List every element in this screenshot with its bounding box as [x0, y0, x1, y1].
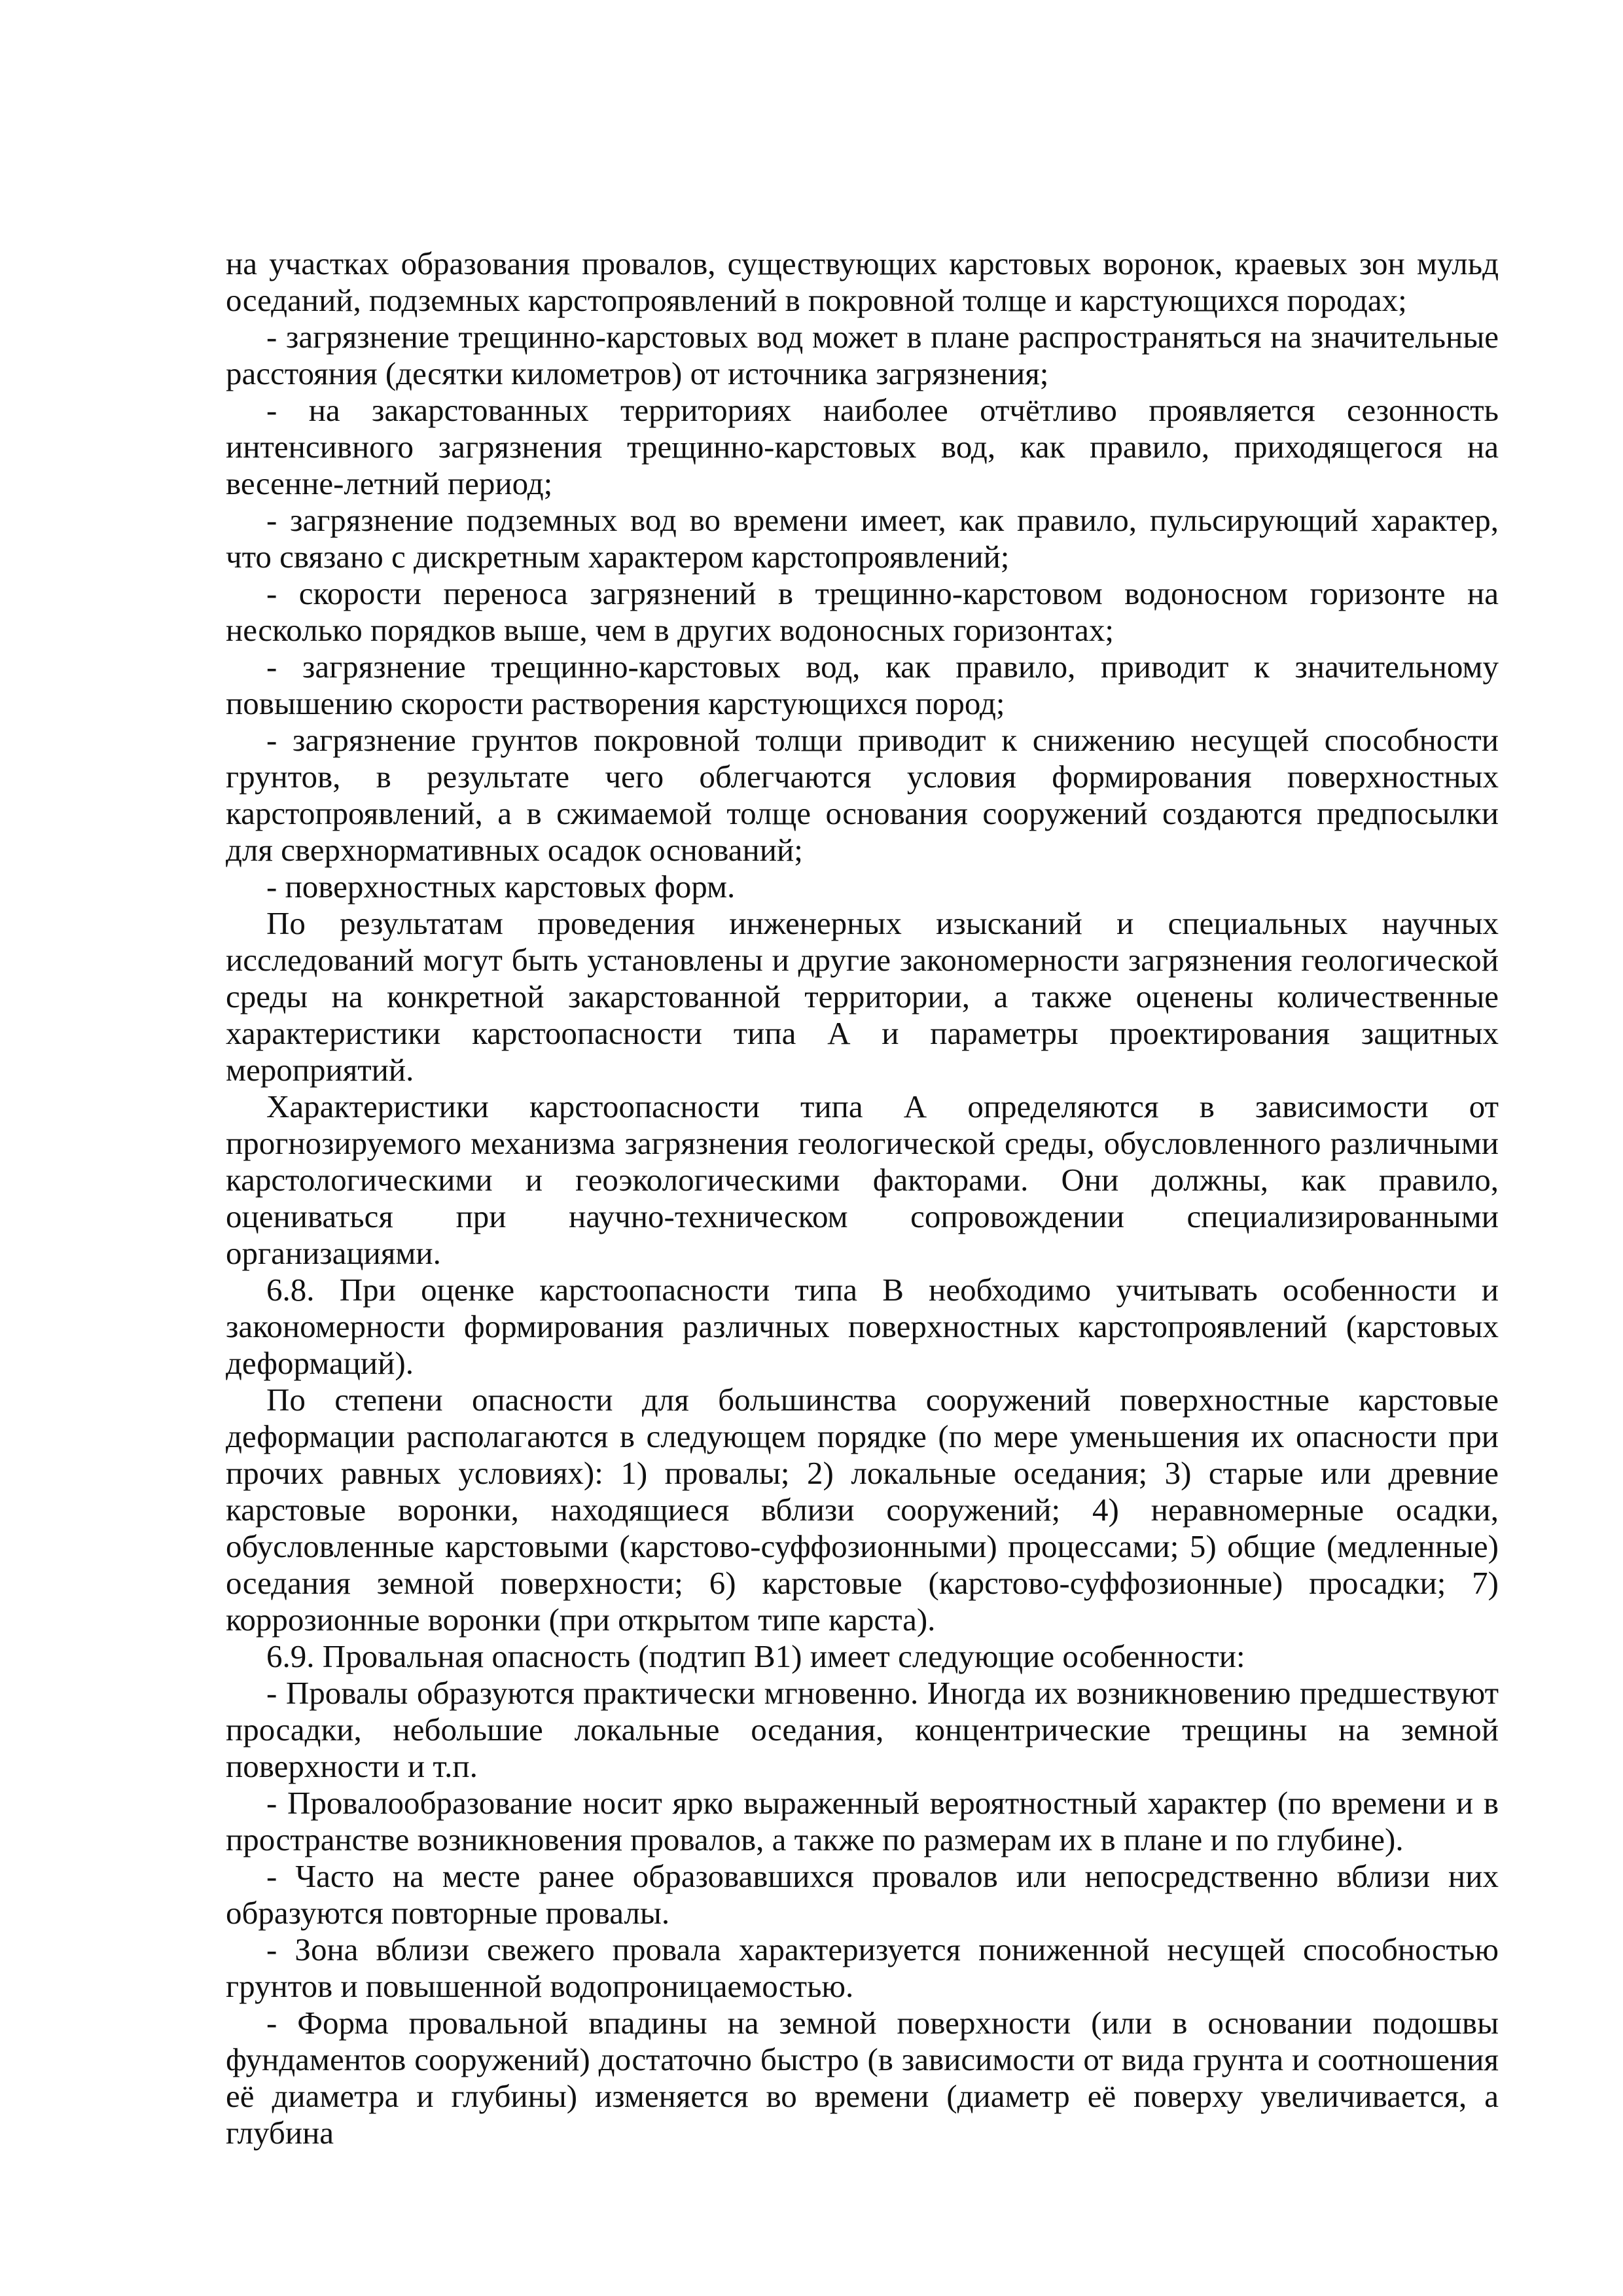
paragraph: - поверхностных карстовых форм. [266, 869, 736, 905]
paragraph: 6.9. Провальная опасность (подтип В1) имеет следующие особенности: [266, 1638, 1245, 1674]
document-text-body [226, 245, 1499, 2151]
paragraph: По степени опасности для большинства сооружений поверхностные карстовые деформации располагаются в следующем порядке (по мере уменьшения их опасности при прочих равных условиях): 1) провалы; 2) локальные оседания; 3) старые или древние карстовые воронки, находящиеся вблизи сооружений; 4) неравномерные осадки, обусловленные карстовыми (карстово-суффозионными) процессами; 5) общие (медленные) оседания земной поверхности; 6) карстовые (карстово-суффозионные) просадки; 7) коррозионные воронки (при открытом типе карста). [226, 1382, 1499, 1638]
paragraph: - на закарстованных территориях наиболее отчётливо проявляется сезонность интенсивного загрязнения трещинно-карстовых вод, как правило, приходящегося на весенне-летний период; [226, 392, 1499, 501]
paragraph: - загрязнение трещинно-карстовых вод, как правило, приводит к значительному повышению скорости растворения карстующихся пород; [226, 649, 1499, 721]
paragraph: Характеристики карстоопасности типа А определяются в зависимости от прогнозируемого механизма загрязнения геологической среды, обусловленного различными карстологическими и геоэкологическими факторами. Они должны, как правило, оцениваться при научно-техническом сопровождении специализированными организациями. [226, 1088, 1499, 1271]
paragraph: - Зона вблизи свежего провала характеризуется пониженной несущей способностью грунтов и повышенной водопроницаемостью. [226, 1931, 1499, 2004]
paragraph: - скорости переноса загрязнений в трещинно-карстовом водоносном горизонте на несколько порядков выше, чем в других водоносных горизонтах; [226, 575, 1499, 648]
paragraph: - Провалообразование носит ярко выраженный вероятностный характер (по времени и в пространстве возникновения провалов, а также по размерам их в плане и по глубине). [226, 1785, 1499, 1857]
paragraph: - загрязнение подземных вод во времени имеет, как правило, пульсирующий характер, что связано с дискретным характером карстопроявлений; [226, 502, 1499, 575]
paragraph: - Часто на месте ранее образовавшихся провалов или непосредственно вблизи них образуются повторные провалы. [226, 1858, 1499, 1931]
paragraph: - загрязнение грунтов покровной толщи приводит к снижению несущей способности грунтов, в результате чего облегчаются условия формирования поверхностных карстопроявлений, а в сжимаемой толще основания сооружений создаются предпосылки для сверхнормативных осадок оснований; [226, 722, 1499, 868]
paragraph: - загрязнение трещинно-карстовых вод может в плане распространяться на значительные расстояния (десятки километров) от источника загрязнения; [226, 319, 1499, 391]
paragraph: на участках образования провалов, существующих карстовых воронок, краевых зон мульд оседаний, подземных карстопроявлений в покровной толще и карстующихся породах; [226, 245, 1499, 318]
paragraph: - Форма провальной впадины на земной поверхности (или в основании подошвы фундаментов сооружений) достаточно быстро (в зависимости от вида грунта и соотношения её диаметра и глубины) изменяется во времени (диаметр её поверху увеличивается, а глубина [226, 2005, 1499, 2151]
paragraph: По результатам проведения инженерных изысканий и специальных научных исследований могут быть установлены и другие закономерности загрязнения геологической среды на конкретной закарстованной территории, а также оценены количественные характеристики карстоопасности типа А и параметры проектирования защитных мероприятий. [226, 905, 1499, 1088]
paragraph: 6.8. При оценке карстоопасности типа В необходимо учитывать особенности и закономерности формирования различных поверхностных карстопроявлений (карстовых деформаций). [226, 1272, 1499, 1381]
paragraph: - Провалы образуются практически мгновенно. Иногда их возникновению предшествуют просадки, небольшие локальные оседания, концентрические трещины на земной поверхности и т.п. [226, 1675, 1499, 1784]
